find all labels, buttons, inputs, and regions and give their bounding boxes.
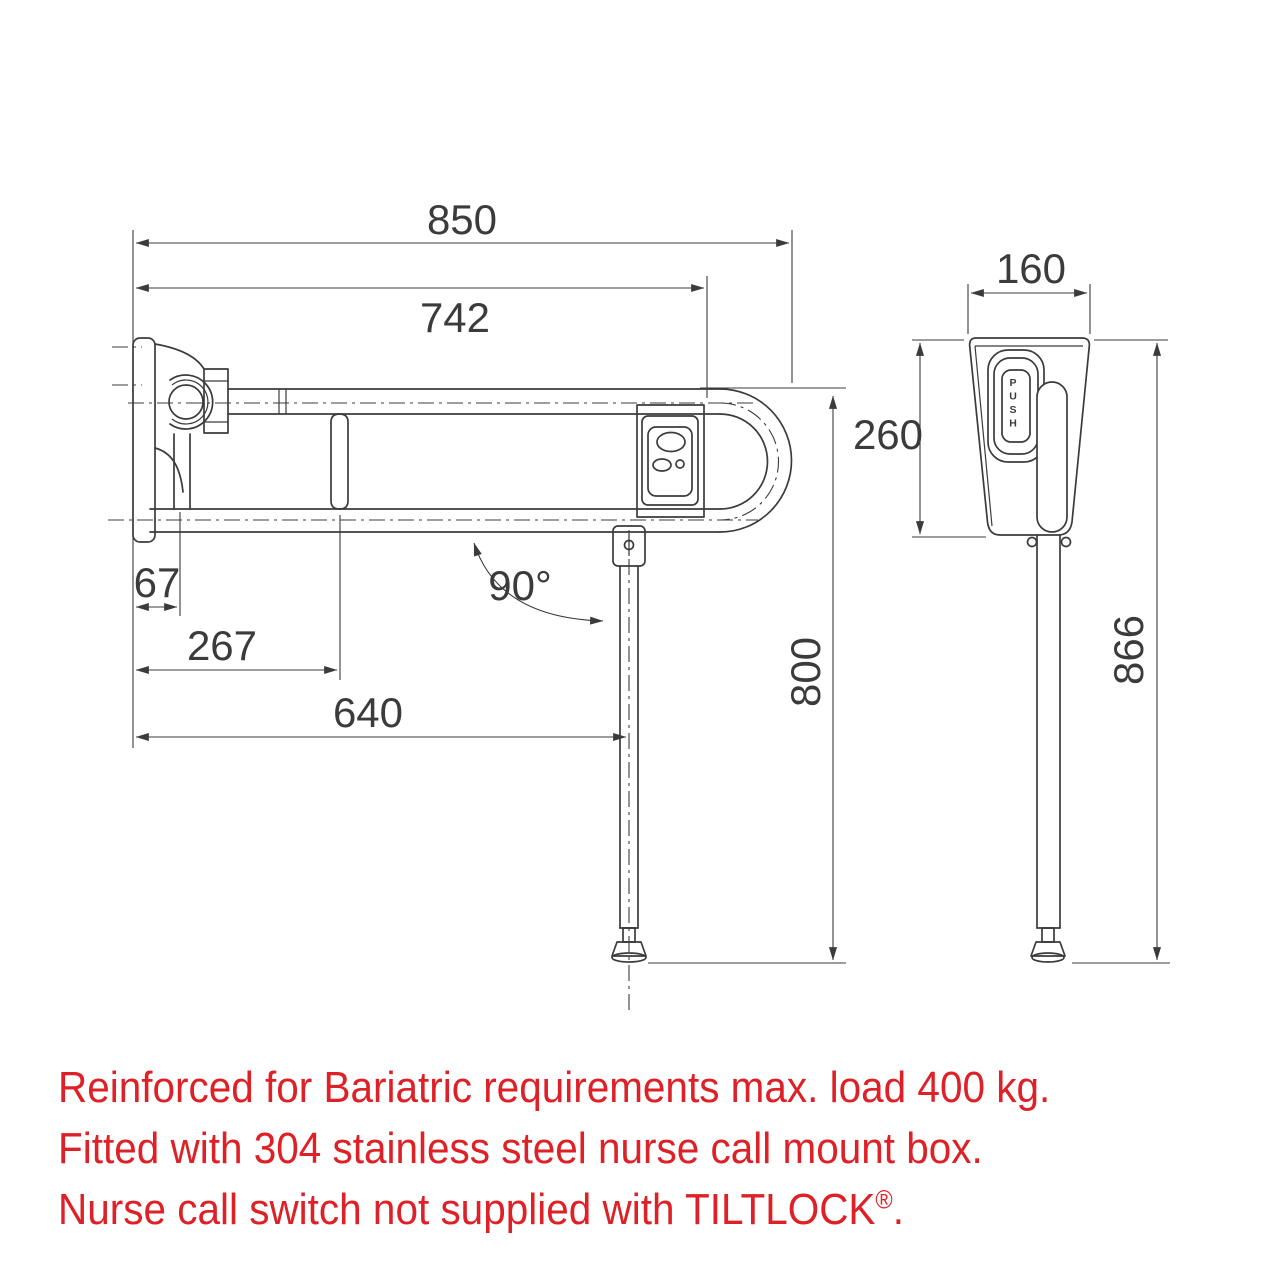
u-bend-inner (720, 414, 768, 509)
side-leg-foot (1031, 928, 1065, 962)
dim-260-label: 260 (852, 411, 924, 458)
u-bend-outer (720, 389, 792, 532)
dim-800-label: 800 (782, 636, 829, 708)
dim-742 (136, 288, 704, 341)
pivot-housing-outer (170, 375, 213, 429)
dim-850 (136, 196, 789, 243)
dim-850-label: 850 (426, 196, 498, 243)
dim-67 (134, 559, 181, 607)
nurse-call-box (637, 405, 704, 517)
front-view (108, 196, 846, 1012)
side-leg (1031, 535, 1065, 962)
dim-640 (136, 689, 626, 737)
fold-angle (474, 543, 603, 621)
side-view (853, 245, 1170, 963)
rail-post-2 (331, 414, 348, 509)
side-bracket (970, 338, 1090, 547)
note-line-3 (58, 1185, 904, 1235)
rail-post-1 (174, 434, 190, 509)
dim-640-label: 640 (332, 689, 404, 736)
dim-866-label: 866 (1105, 614, 1152, 686)
note-line-3-period: . (892, 1185, 904, 1234)
pivot-bolt-left (1028, 538, 1037, 547)
dim-742-label: 742 (419, 294, 491, 341)
wall-mount-bracket (112, 338, 228, 542)
dim-866 (1105, 343, 1157, 960)
pivot-bolt-right (1062, 538, 1071, 547)
dim-160 (971, 245, 1087, 293)
registered-trademark-symbol: ® (875, 1186, 893, 1215)
folded-handle-profile (1037, 382, 1067, 532)
drop-leg (612, 526, 646, 1012)
dim-267-label: 267 (186, 622, 258, 669)
pivot-circle (169, 385, 203, 419)
note-line-3-text: Nurse call switch not supplied with TILTLOCK (58, 1185, 876, 1234)
angle-label: 90° (488, 562, 552, 609)
dim-160-label: 160 (995, 245, 1067, 292)
note-line-1: Reinforced for Bariatric requirements max. load 400 kg. (58, 1063, 1051, 1112)
dim-267 (136, 622, 337, 670)
dim-260 (853, 343, 923, 534)
dim-67-label: 67 (133, 559, 181, 606)
note-line-2: Fitted with 304 stainless steel nurse call mount box. (58, 1124, 983, 1173)
push-button-label: PUSH (1007, 377, 1019, 431)
wall-plate (133, 338, 155, 542)
